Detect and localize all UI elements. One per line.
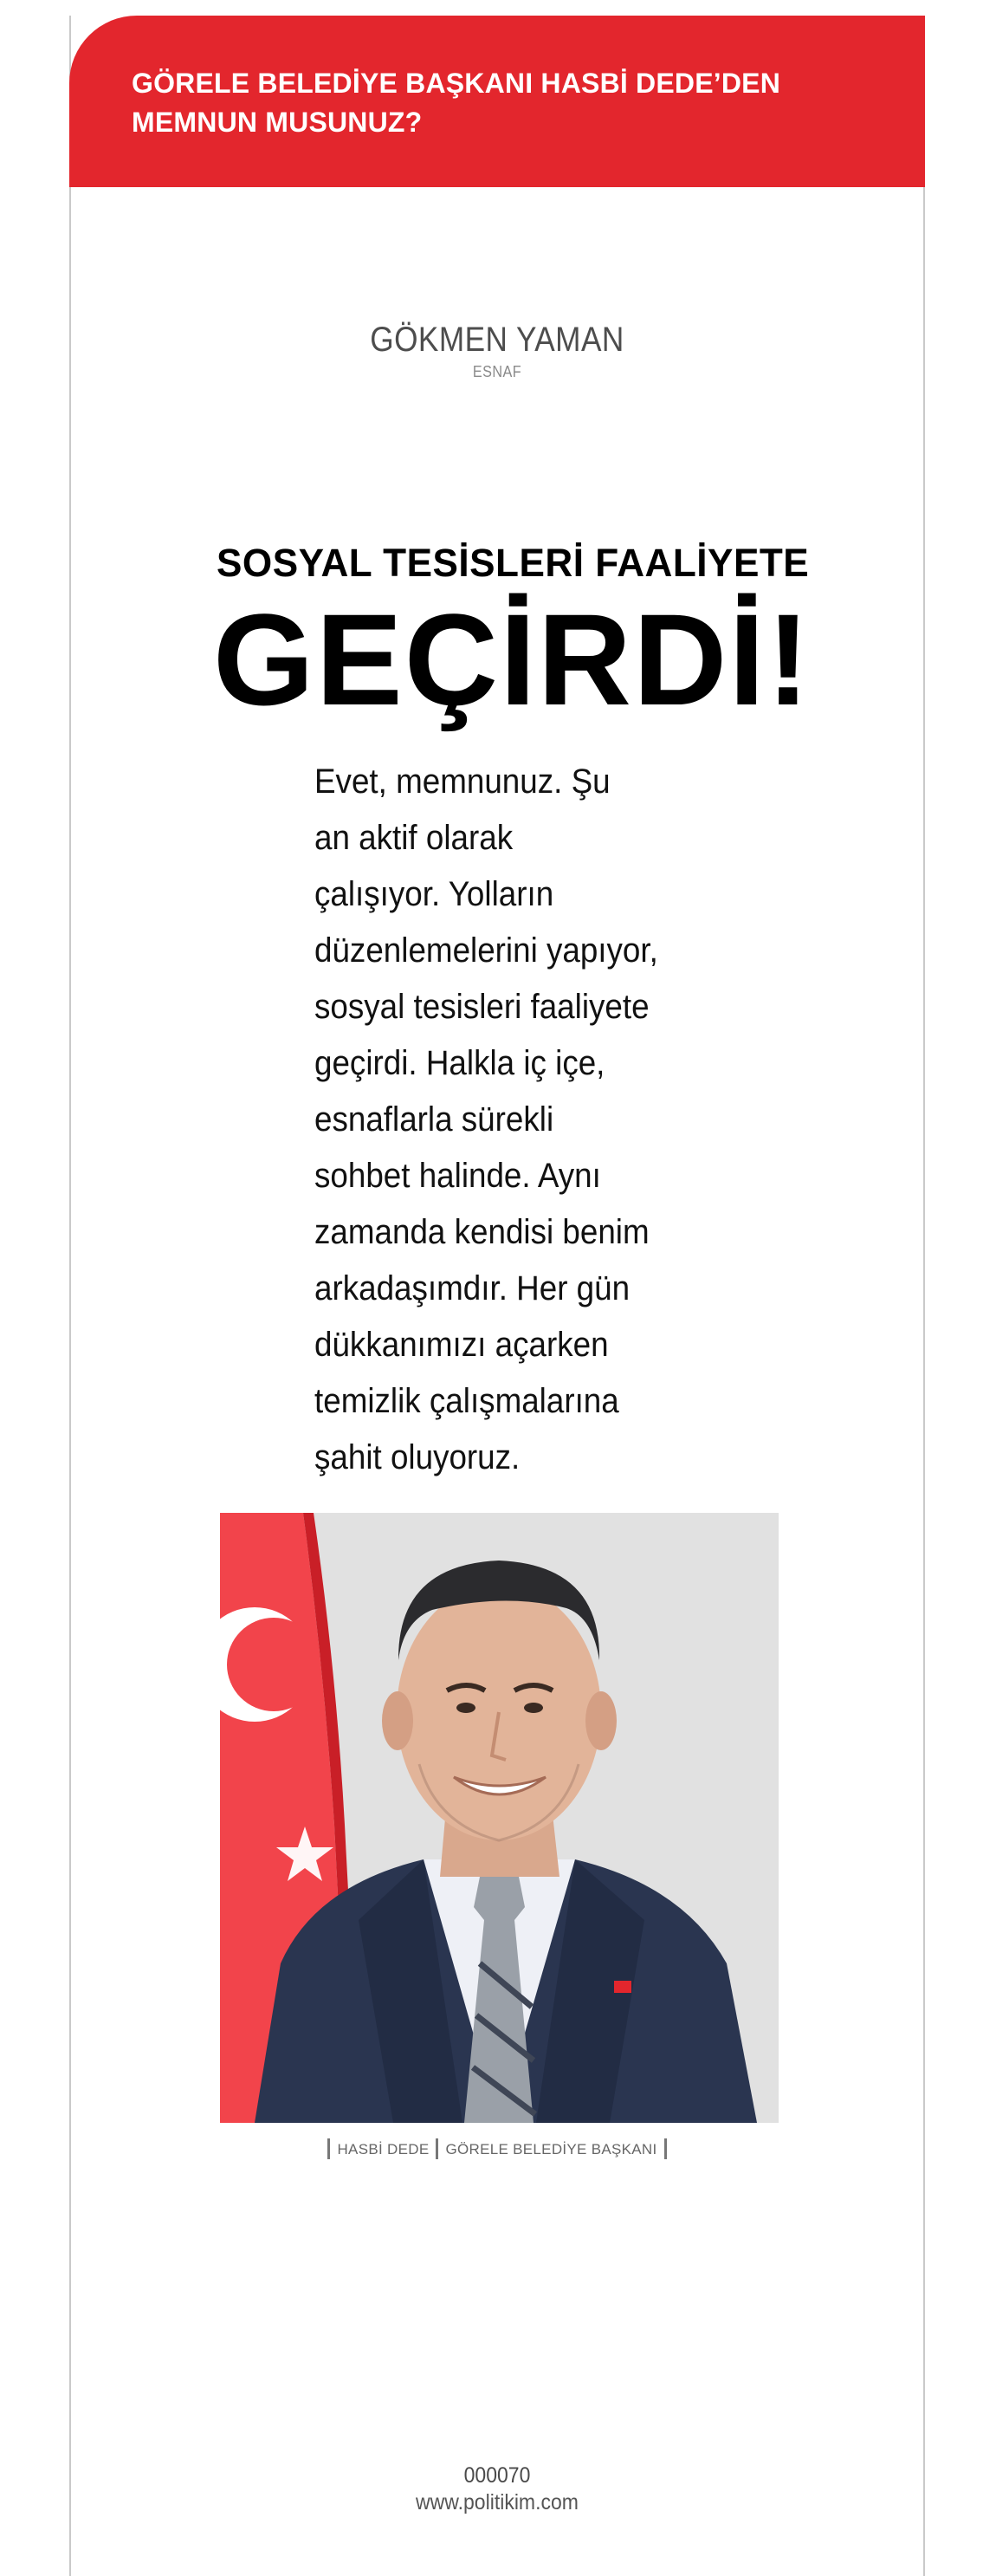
page-footer	[69, 2463, 925, 2515]
answer-line: geçirdi. Halkla iç içe,	[314, 1044, 605, 1082]
answer-line: temizlik çalışmalarına	[314, 1382, 619, 1420]
caption-divider	[664, 2138, 667, 2159]
page-number: 000070	[463, 2463, 531, 2488]
answer-line: an aktif olarak	[314, 819, 514, 857]
answer-line: çalışıyor. Yolların	[314, 875, 554, 913]
respondent-name: GÖKMEN YAMAN	[370, 321, 624, 359]
caption-name: HASBİ DEDE	[337, 2141, 430, 2157]
headline-kicker: SOSYAL TESİSLERİ FAALİYETE	[217, 541, 810, 585]
respondent-block	[69, 321, 925, 381]
answer-line: Evet, memnunuz. Şu	[314, 762, 611, 801]
question-title	[132, 64, 890, 142]
caption-title: GÖRELE BELEDİYE BAŞKANI	[445, 2141, 657, 2157]
headline: GEÇİRDİ!	[213, 587, 812, 732]
answer-line: şahit oluyoruz.	[314, 1438, 521, 1476]
answer-line: arkadaşımdır. Her gün	[314, 1269, 631, 1307]
answer-line: sohbet halinde. Aynı	[314, 1157, 601, 1195]
answer-line: esnaflarla sürekli	[314, 1100, 554, 1139]
answer-text	[314, 754, 665, 1486]
answer-line: sosyal tesisleri faaliyete	[314, 988, 650, 1026]
photo-caption	[69, 2138, 925, 2159]
answer-line: düzenlemelerini yapıyor,	[314, 931, 658, 970]
question-banner	[69, 16, 925, 187]
answer-line: dükkanımızı açarken	[314, 1326, 609, 1364]
answer-line: zamanda kendisi benim	[314, 1213, 650, 1251]
caption-divider	[436, 2138, 438, 2159]
caption-divider	[327, 2138, 330, 2159]
question-title-line-1: GÖRELE BELEDİYE BAŞKANI HASBİ DEDE’DEN	[132, 68, 781, 99]
website-link[interactable]: www.politikim.com	[416, 2490, 579, 2514]
question-title-line-2: MEMNUN MUSUNUZ?	[132, 107, 423, 138]
mayor-portrait-photo	[220, 1513, 779, 2123]
portrait-illustration	[220, 1513, 779, 2123]
respondent-role: ESNAF	[472, 363, 522, 380]
